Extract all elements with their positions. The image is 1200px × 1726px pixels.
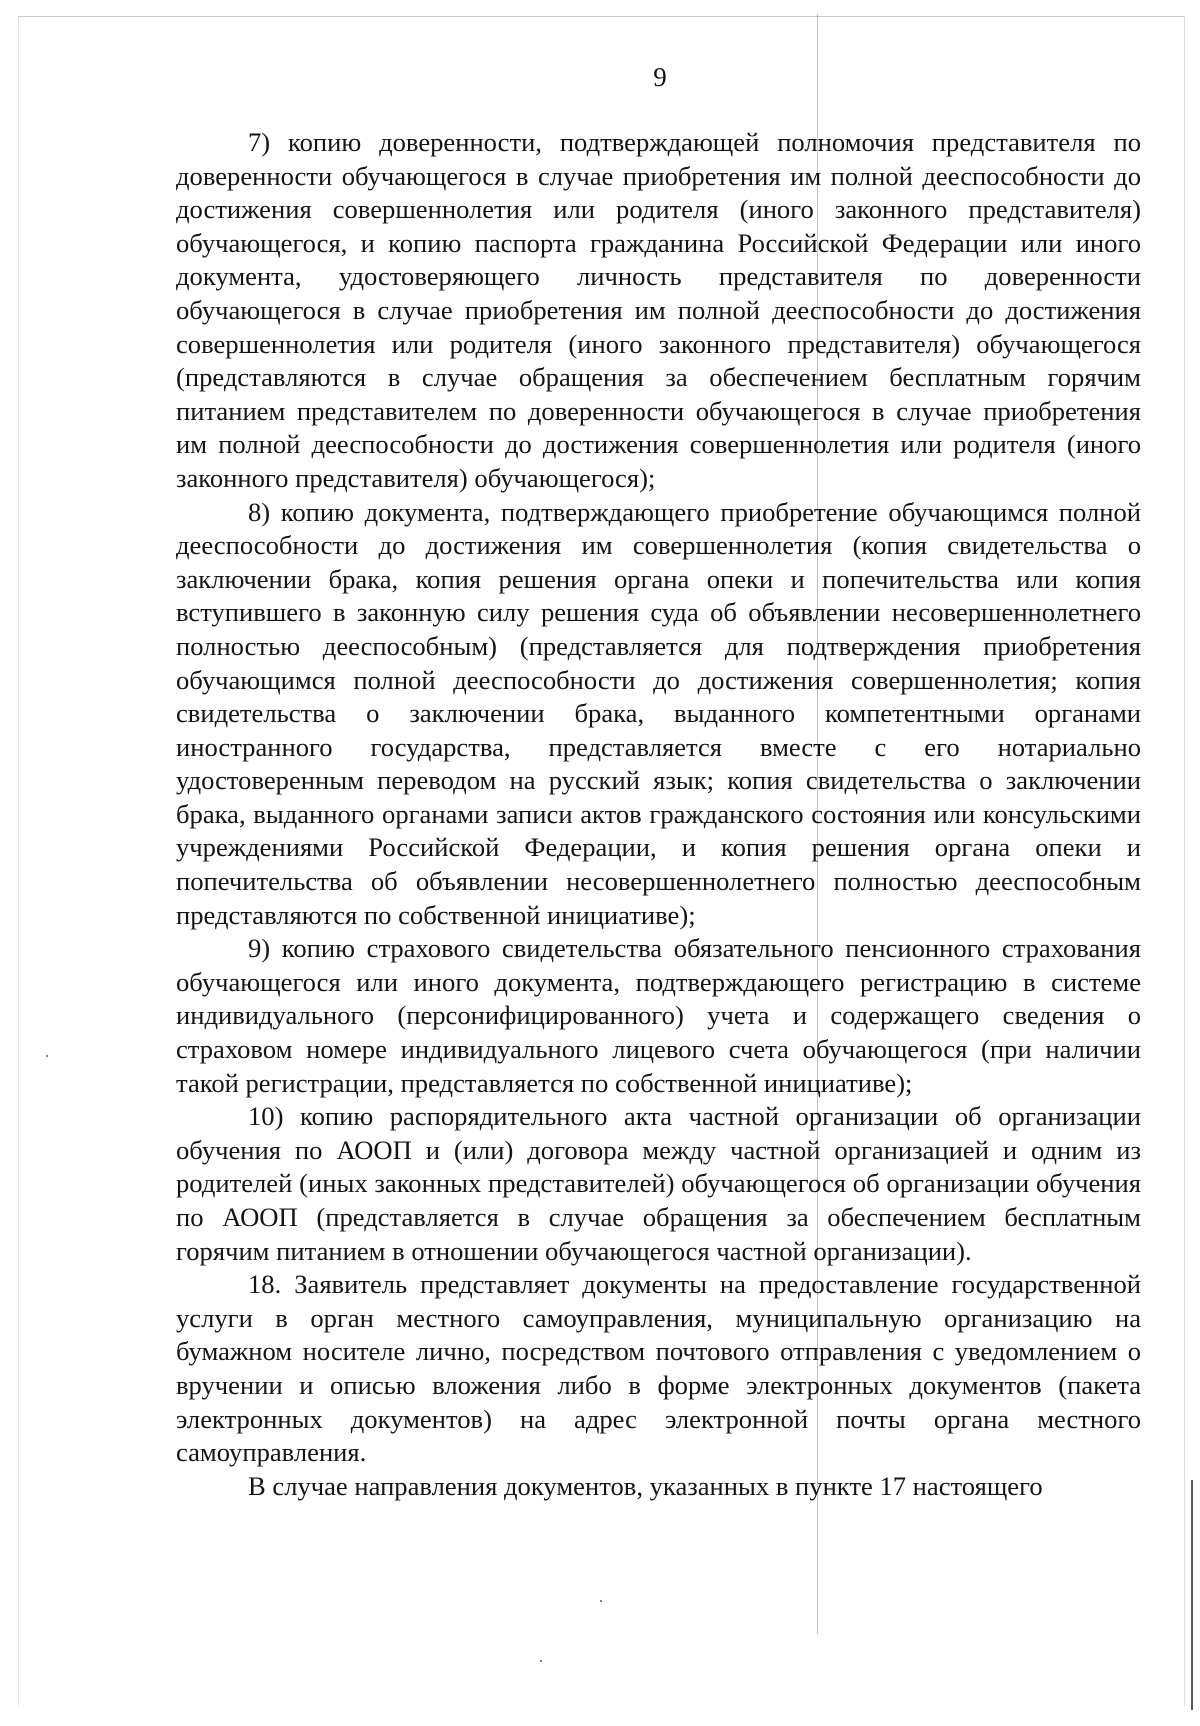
scan-speck xyxy=(540,1660,542,1662)
paragraph-continuation: В случае направления документов, указанных в пункте 17 настоящего xyxy=(248,1470,1043,1501)
scan-edge-right xyxy=(1184,16,1185,1706)
scan-edge-shadow xyxy=(1191,1480,1193,1710)
paragraph-item-10: 10) копию распорядительного акта частной организации об организации обучения по АООП и (или) договора между частной организацией и одним из родителей (иных законных представителей) обучающегося об организации обучения по АООП (представляется в случае обращения за обеспечением бесплатным горячим питанием в отношении обучающегося частной организации). xyxy=(176,1101,1141,1266)
paragraph-item-8: 8) копию документа, подтверждающего приобретение обучающимся полной дееспособности до достижения им совершеннолетия (копия свидетельства о заключении брака, копия решения органа опеки и попечительства или копия вступившего в законную силу решения суда об объявлении несовершеннолетнего полностью дееспособным) (представляется для подтверждения приобретения обучающимся полной дееспособности до достижения совершеннолетия; копия свидетельства о заключении брака, выданного компетентными органами иностранного государства, представляется вместе с его нотариально удостоверенным переводом на русский язык; копия свидетельства о заключении брака, выданного органами записи актов гражданского состояния или консульскими учреждениями Российской Федерации, и копия решения органа опеки и попечительства об объявлении несовершеннолетнего полностью дееспособным представляются по собственной инициативе); xyxy=(176,496,1141,930)
paragraph-clause-18: 18. Заявитель представляет документы на предоставление государственной услуги в орган местного самоуправления, муниципальную организацию на бумажном носителе лично, посредством почтового отправления с уведомлением о вручении и описью вложения либо в форме электронных документов (пакета электронных документов) на адрес электронной почты органа местного самоуправления. xyxy=(176,1269,1141,1468)
paragraph-item-9: 9) копию страхового свидетельства обязательного пенсионного страхования обучающегося или иного документа, подтверждающего регистрацию в системе индивидуального (персонифицированного) учета и содержащего сведения о страховом номере индивидуального лицевого счета обучающегося (при наличии такой регистрации, представляется по собственной инициативе); xyxy=(176,933,1141,1098)
scan-speck xyxy=(46,1055,48,1057)
page-number: 9 xyxy=(653,62,667,92)
scan-edge-top xyxy=(18,16,1184,17)
document-body xyxy=(176,126,1141,1503)
scan-edge-left xyxy=(18,16,19,1706)
scan-speck xyxy=(600,1600,602,1602)
paragraph-item-7: 7) копию доверенности, подтверждающей полномочия представителя по доверенности обучающегося в случае приобретения им полной дееспособности до достижения совершеннолетия или родителя (иного законного представителя) обучающегося, и копию паспорта гражданина Российской Федерации или иного документа, удостоверяющего личность представителя по доверенности обучающегося в случае приобретения им полной дееспособности до достижения совершеннолетия или родителя (иного законного представителя) обучающегося (представляются в случае обращения за обеспечением бесплатным горячим питанием представителем по доверенности обучающегося в случае приобретения им полной дееспособности до достижения совершеннолетия или родителя (иного законного представителя) обучающегося); xyxy=(176,127,1141,493)
